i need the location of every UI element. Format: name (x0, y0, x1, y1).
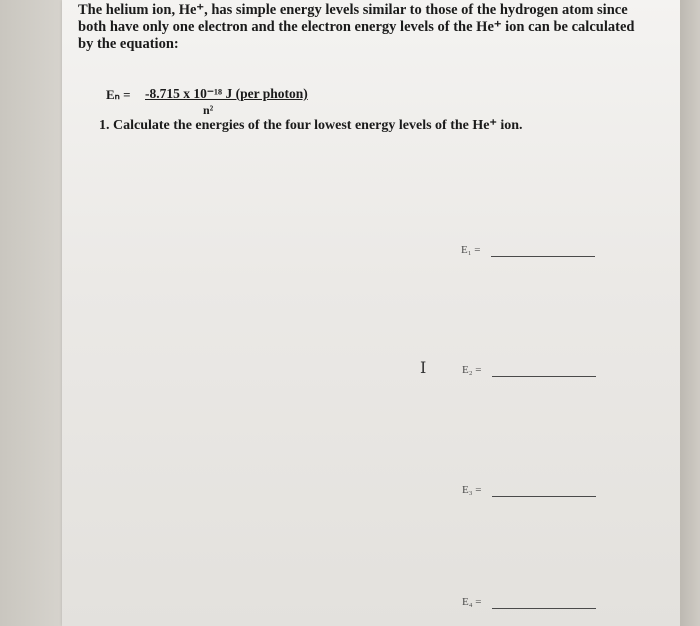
answer-blank-e4[interactable] (492, 608, 596, 609)
question-1: 1. Calculate the energies of the four lowest energy levels of the He⁺ ion. (99, 118, 523, 133)
answer-blank-e3[interactable] (492, 496, 596, 497)
answer-row-e2 (462, 364, 602, 382)
answer-row-e3 (462, 484, 602, 502)
answer-label-e3: E₃ = (462, 484, 482, 496)
answer-row-e4 (462, 596, 602, 614)
page-shadow-edge (680, 0, 700, 626)
intro-paragraph: The helium ion, He⁺, has simple energy levels similar to those of the hydrogen atom since both have only one electron and the electron energy levels of the He⁺ ion can be calculated by the equation: (78, 2, 635, 52)
answer-label-e1: E₁ = (461, 244, 481, 256)
formula-denominator: n² (203, 103, 214, 117)
text-cursor-icon: I (420, 358, 427, 377)
answer-blank-e2[interactable] (492, 376, 596, 377)
formula-numerator: -8.715 x 10⁻¹⁸ J (per photon) (145, 86, 308, 101)
answer-blank-e1[interactable] (491, 256, 595, 257)
answer-label-e4: E₄ = (462, 596, 482, 608)
answer-row-e1 (461, 244, 601, 262)
formula-lhs: Eₙ = (106, 87, 131, 102)
answer-label-e2: E₂ = (462, 364, 482, 376)
